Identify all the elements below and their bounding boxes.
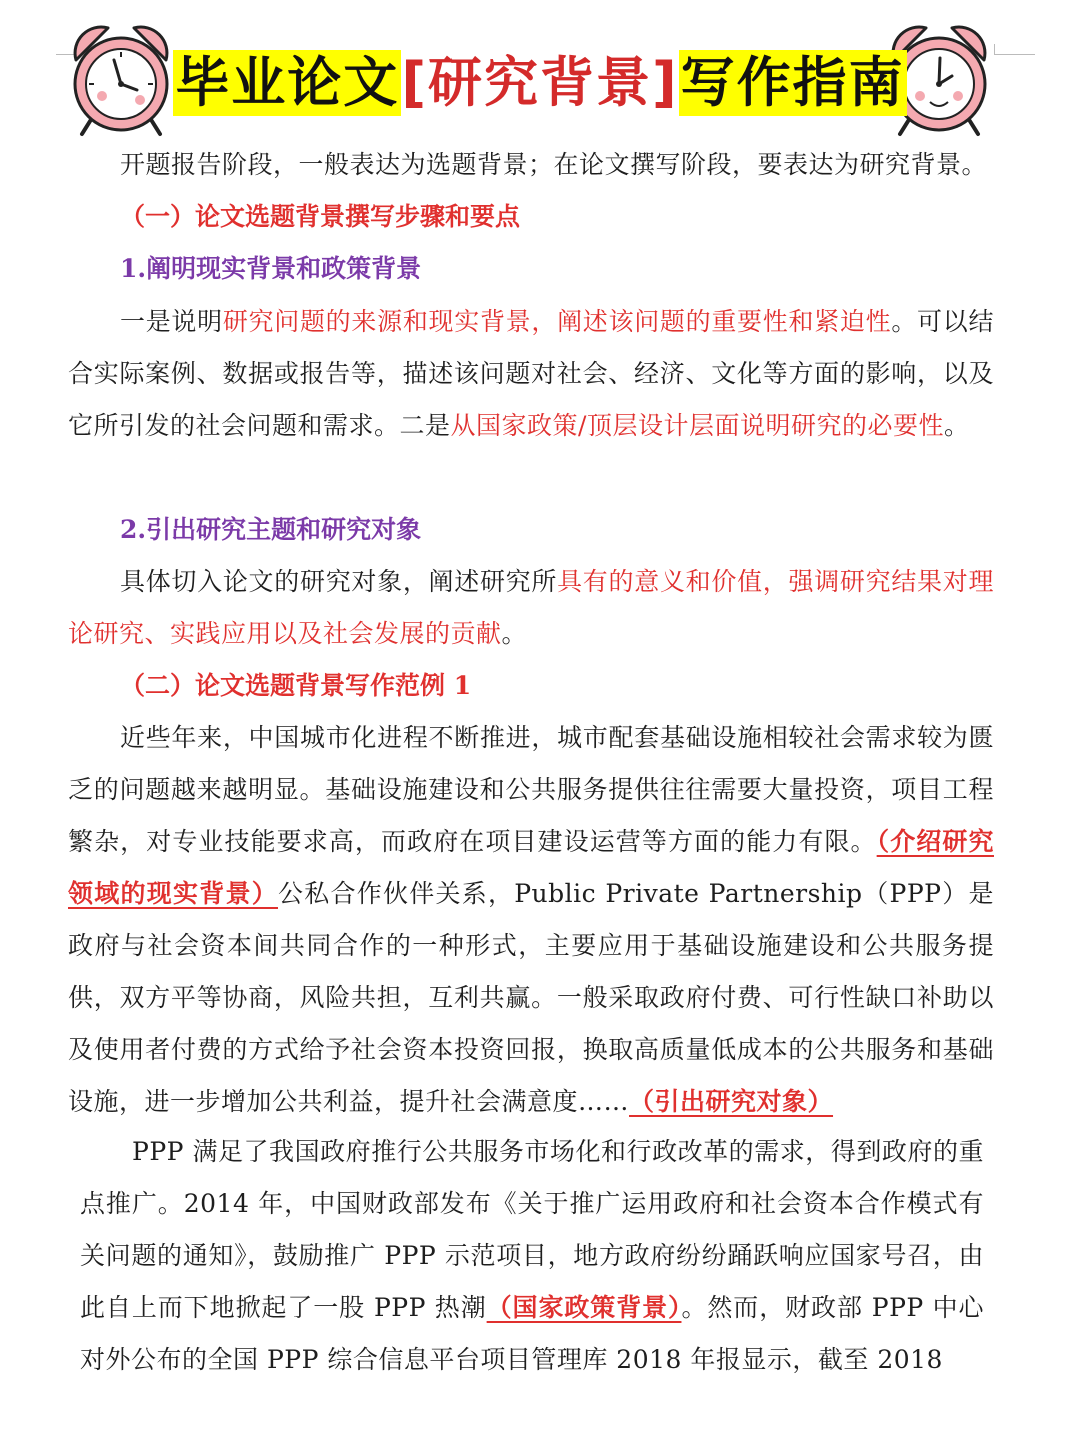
step1-paragraph [68, 296, 994, 452]
page-title [0, 38, 1080, 128]
intro-paragraph: 开题报告阶段，一般表达为选题背景；在论文撰写阶段，要表达为研究背景。 [120, 150, 988, 179]
example2-text-1: PPP 满足了我国政府推行公共服务市场化和行政改革的需求，得到政府的重点推广。2014 年，中国财政部发布《关于推广运用政府和社会资本合作模式有关问题的通知》，鼓励推广 PPP 示范项目，地方政府纷纷踊跃响应国家号召，由此自上而下地掀起了一股 PPP 热潮 [80, 1137, 984, 1322]
step1-highlight-2: 从国家政策/顶层设计层面说明研究的必要性 [450, 411, 944, 440]
section1-heading: （一）论文选题背景撰写步骤和要点 [120, 202, 521, 231]
step2-text-2: 。 [501, 619, 528, 648]
example2-note: （国家政策背景） [486, 1293, 682, 1322]
section2-heading: （二）论文选题背景写作范例 1 [120, 671, 472, 700]
step1-text-3: 。 [943, 411, 970, 440]
step1-text-1: 一是说明 [120, 307, 223, 336]
example-paragraph-2 [80, 1126, 984, 1386]
step2-heading: 2.引出研究主题和研究对象 [120, 515, 422, 544]
title-part-2: [研究背景] [401, 51, 679, 114]
step2-paragraph [68, 556, 994, 660]
example1-text-2: 公私合作伙伴关系，Public Private Partnership（PPP）是政府与社会资本间共同合作的一种形式，主要应用于基础设施建设和公共服务提供，双方平等协商，风险共担，互利共赢。一般采取政府付费、可行性缺口补助以及使用者付费的方式给予社会资本投资回报，换取高质量低成本的公共服务和基础设施，进一步增加公共利益，提升社会满意度…… [68, 879, 994, 1116]
example1-text-1: 近些年来，中国城市化进程不断推进，城市配套基础设施相较社会需求较为匮乏的问题越来越明显。基础设施建设和公共服务提供往往需要大量投资，项目工程繁杂，对专业技能要求高，而政府在项目建设运营等方面的能力有限。 [68, 723, 994, 856]
example2-text-2: 。然而，财政部 PPP 中心对外公布的全国 PPP 综合信息平台项目管理库 2018 年报显示，截至 2018 [80, 1293, 984, 1374]
step1-text-2: 。可以结合实际案例、数据或报告等，描述该问题对社会、经济、文化等方面的影响，以及它所引发的社会问题和需求。二是 [68, 307, 994, 440]
step1-heading: 1.阐明现实背景和政策背景 [120, 254, 422, 283]
example-paragraph-1 [68, 712, 994, 1128]
example1-note-1: （介绍研究领域的现实背景） [68, 827, 994, 908]
step1-highlight-1: 研究问题的来源和现实背景，阐述该问题的重要性和紧迫性 [222, 307, 892, 336]
title-part-3: 写作指南 [680, 51, 905, 114]
step2-text-1: 具体切入论文的研究对象，阐述研究所 [120, 567, 558, 596]
title-part-1: 毕业论文 [175, 51, 400, 114]
step2-highlight: 具有的意义和价值，强调研究结果对理论研究、实践应用以及社会发展的贡献 [68, 567, 994, 648]
example1-note-2: （引出研究对象） [629, 1087, 834, 1116]
